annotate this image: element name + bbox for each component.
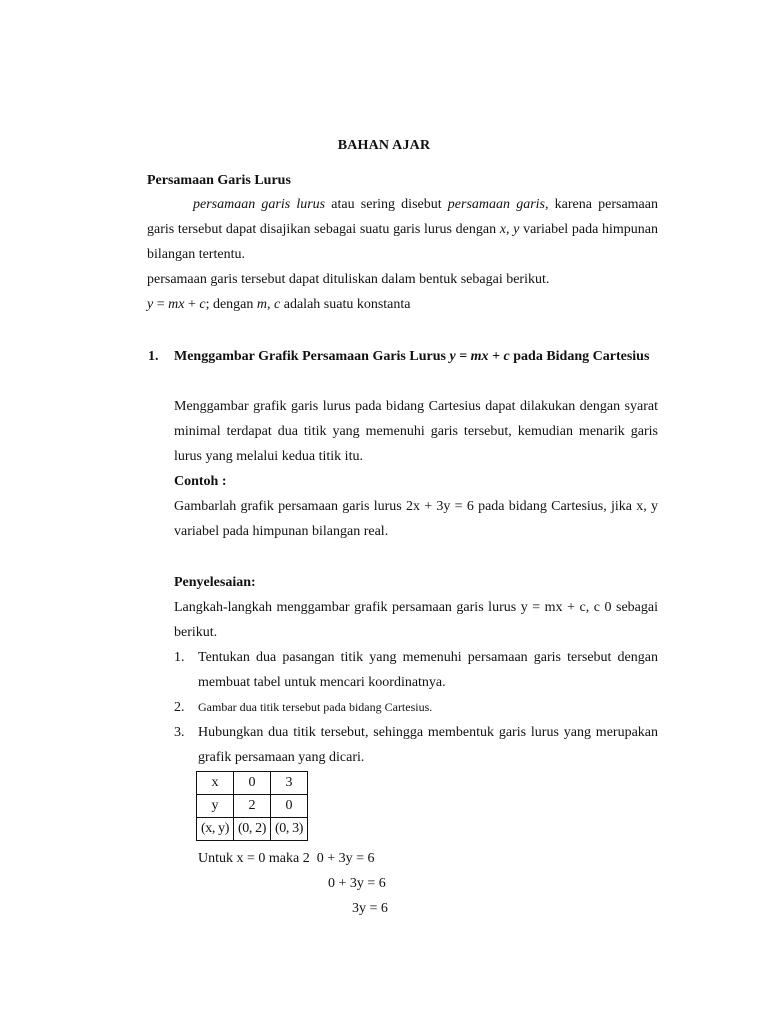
intro-term-2: persamaan garis: [447, 197, 545, 212]
step-text: Tentukan dua pasangan titik yang memenuhi persamaan garis tersebut dengan membuat tabel untuk mencari koordinatnya.: [198, 650, 658, 690]
table-cell: (0, 3): [271, 818, 308, 841]
section-heading: [174, 344, 658, 369]
eq-mx: mx: [168, 297, 185, 312]
step-number: 1.: [174, 650, 185, 665]
section-number: 1.: [148, 349, 159, 364]
table-row: [197, 772, 308, 795]
eq-comma: ,: [267, 297, 275, 312]
intro-line-2: persamaan garis tersebut dapat dituliskan dalam bentuk sebagai berikut.: [147, 272, 550, 287]
solution-label: Penyelesaian:: [174, 575, 256, 590]
equation-general: [147, 292, 658, 317]
section-heading-c: pada Bidang Cartesius: [509, 349, 650, 364]
intro-term-1: persamaan garis lurus: [193, 197, 326, 212]
step-number: 2.: [174, 700, 185, 715]
section-heading-eq: y = mx + c: [449, 349, 510, 364]
table-cell: 3: [271, 772, 308, 795]
example-text: Gambarlah grafik persamaan garis lurus 2x + 3y = 6 pada bidang Cartesius, jika x, y variabel pada himpunan bilangan real.: [174, 499, 658, 539]
eq-plus: +: [184, 297, 200, 312]
step-text: Hubungkan dua titik tersebut, sehingga membentuk garis lurus yang merupakan grafik persamaan yang dicari.: [198, 725, 658, 765]
intro-text-3: variabel pada himpunan bilangan tertentu.: [147, 222, 658, 262]
coordinate-table: [196, 771, 308, 841]
table-cell: 0: [234, 772, 271, 795]
table-cell: 0: [271, 795, 308, 818]
step-text: Gambar dua titik tersebut pada bidang Cartesius.: [198, 700, 433, 714]
table-cell: x: [197, 772, 234, 795]
table-row: [197, 818, 308, 841]
section-body: Menggambar grafik garis lurus pada bidang Cartesius dapat dilakukan dengan syarat minimal terdapat dua titik yang memenuhi garis tersebut, kemudian menarik garis lurus yang melalui kedua titik itu.: [174, 399, 658, 464]
intro-text-2: , karena persamaan garis tersebut dapat disajikan sebagai suatu garis lurus dengan: [147, 197, 658, 237]
table-cell: (x, y): [197, 818, 234, 841]
table-row: [197, 795, 308, 818]
solution-intro: Langkah-langkah menggambar grafik persamaan garis lurus y = mx + c, c 0 sebagai berikut.: [174, 600, 658, 640]
eq-c: c: [199, 297, 206, 312]
eq-c2: c: [274, 297, 281, 312]
example-label: Contoh :: [174, 474, 227, 489]
eq-konstanta: adalah suatu konstanta: [280, 297, 411, 312]
eq-dengan: ; dengan: [205, 297, 257, 312]
equation-line-1: Untuk x = 0 maka 2 0 + 3y = 6: [198, 851, 375, 866]
section-heading-a: Menggambar Grafik Persamaan Garis Lurus: [174, 349, 450, 364]
equation-line-2: 0 + 3y = 6: [328, 876, 386, 891]
eq-m: m: [256, 297, 268, 312]
page-title: BAHAN AJAR: [337, 138, 431, 153]
section-title: Persamaan Garis Lurus: [147, 173, 291, 188]
table-cell: (0, 2): [234, 818, 271, 841]
eq-eq: =: [153, 297, 169, 312]
table-cell: y: [197, 795, 234, 818]
intro-text-1: atau sering disebut: [325, 197, 448, 212]
eq-y: y: [147, 297, 154, 312]
intro-vars: x, y: [499, 222, 520, 237]
table-cell: 2: [234, 795, 271, 818]
equation-line-3: 3y = 6: [352, 901, 388, 916]
intro-paragraph: [147, 192, 658, 267]
step-number: 3.: [174, 725, 185, 740]
